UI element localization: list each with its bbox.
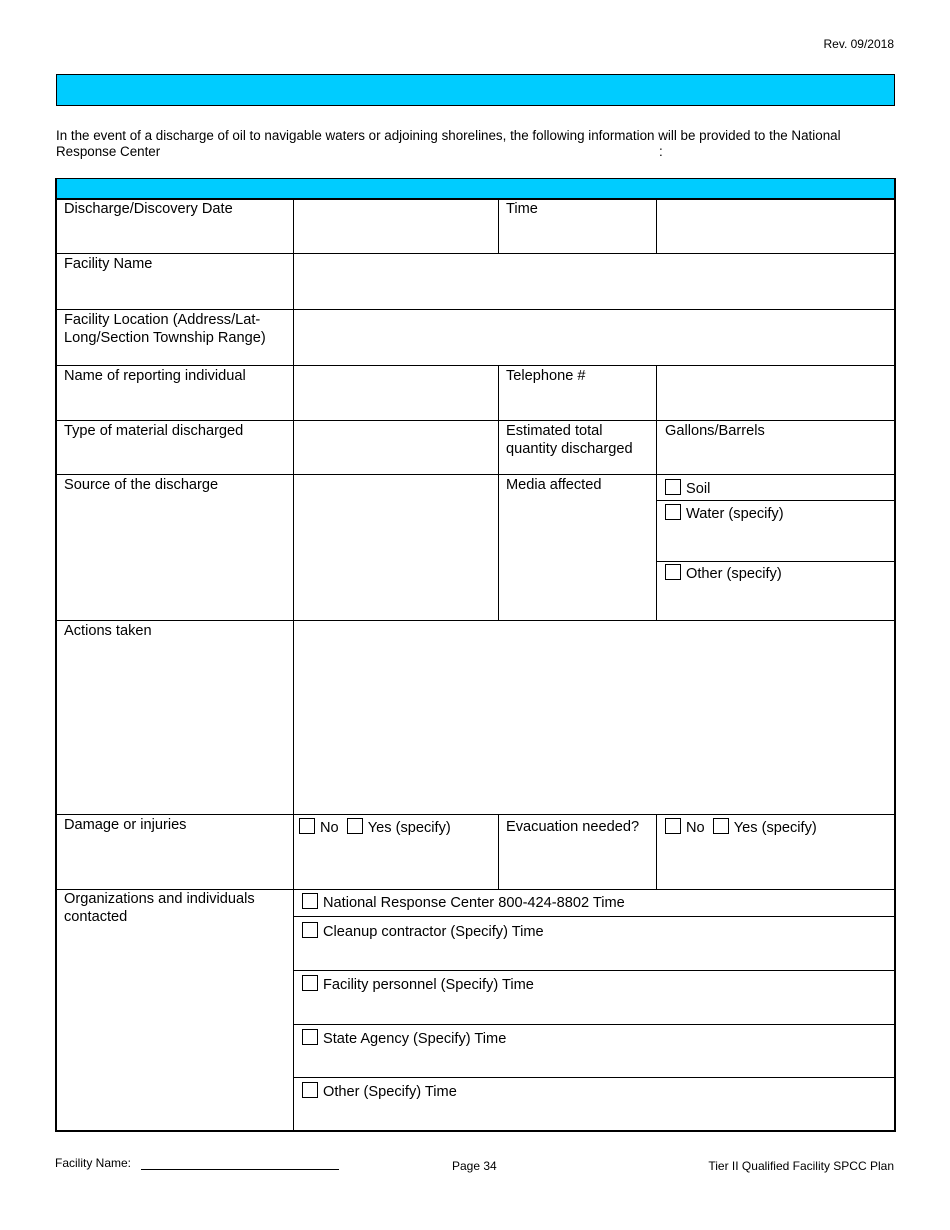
- footer-facility-name-label: Facility Name:: [55, 1156, 132, 1170]
- evacuation-label: Evacuation needed?: [506, 819, 640, 835]
- gallons-barrels-label: Gallons/Barrels: [665, 423, 765, 439]
- damage-no-label: No: [320, 820, 339, 836]
- intro-colon: :: [659, 144, 663, 159]
- other-contact-label: Other (Specify) Time: [323, 1084, 457, 1100]
- soil-label: Soil: [686, 481, 711, 497]
- time-field[interactable]: [658, 200, 893, 253]
- material-type-field[interactable]: [295, 422, 497, 474]
- intro-line-1: In the event of a discharge of oil to navigable waters or adjoining shorelines, the following information will be provided to the National: [56, 128, 841, 143]
- plan-title: Tier II Qualified Facility SPCC Plan: [708, 1159, 894, 1173]
- discharge-date-label: Discharge/Discovery Date: [64, 201, 233, 217]
- state-label: State Agency (Specify) Time: [323, 1031, 507, 1047]
- damage-label: Damage or injuries: [64, 817, 187, 833]
- damage-options: [299, 818, 451, 837]
- organizations-line-1: Organizations and individuals: [64, 891, 255, 907]
- source-label: Source of the discharge: [64, 477, 219, 493]
- contact-other[interactable]: [302, 1082, 457, 1101]
- cleanup-checkbox[interactable]: [302, 922, 318, 938]
- actions-taken-field[interactable]: [295, 622, 893, 813]
- estimated-quantity-label: [506, 422, 633, 458]
- telephone-field[interactable]: [658, 367, 893, 420]
- estimated-quantity-line-2: quantity discharged: [506, 441, 633, 457]
- personnel-checkbox[interactable]: [302, 975, 318, 991]
- actions-taken-label: Actions taken: [64, 623, 152, 639]
- evacuation-yes-label: Yes (specify): [733, 820, 817, 836]
- media-option-water[interactable]: [665, 504, 784, 523]
- facility-location-line-2: Long/Section Township Range): [64, 330, 266, 346]
- discharge-date-field[interactable]: [295, 200, 497, 253]
- evacuation-options: [665, 818, 817, 837]
- organizations-line-2: contacted: [64, 909, 128, 925]
- page-number: Page 34: [452, 1159, 497, 1173]
- other-contact-checkbox[interactable]: [302, 1082, 318, 1098]
- title-banner: [56, 74, 895, 106]
- intro-text: [56, 128, 896, 160]
- reporting-individual-field[interactable]: [295, 367, 497, 420]
- table-header-bar: [55, 178, 895, 199]
- evacuation-no-checkbox[interactable]: [665, 818, 681, 834]
- evacuation-no-label: No: [686, 820, 705, 836]
- source-field[interactable]: [295, 476, 497, 620]
- media-affected-label: Media affected: [506, 477, 602, 493]
- revision-label: Rev. 09/2018: [823, 37, 894, 51]
- nrc-checkbox[interactable]: [302, 893, 318, 909]
- facility-location-field[interactable]: [295, 311, 893, 365]
- media-option-soil[interactable]: [665, 479, 710, 498]
- damage-no-checkbox[interactable]: [299, 818, 315, 834]
- contact-personnel[interactable]: [302, 975, 534, 994]
- damage-yes-checkbox[interactable]: [347, 818, 363, 834]
- reporting-individual-label: Name of reporting individual: [64, 368, 246, 384]
- nrc-label: National Response Center 800-424-8802 Time: [323, 895, 625, 911]
- other-media-checkbox[interactable]: [665, 564, 681, 580]
- facility-location-label: [64, 311, 266, 347]
- organizations-label: [64, 890, 255, 926]
- media-option-other[interactable]: [665, 564, 782, 583]
- estimated-quantity-line-1: Estimated total: [506, 423, 603, 439]
- facility-name-field[interactable]: [295, 255, 893, 309]
- telephone-label: Telephone #: [506, 368, 586, 384]
- footer-facility-name-line[interactable]: [141, 1156, 339, 1170]
- material-type-label: Type of material discharged: [64, 423, 244, 439]
- water-label: Water (specify): [686, 506, 784, 522]
- personnel-label: Facility personnel (Specify) Time: [323, 977, 534, 993]
- damage-yes-label: Yes (specify): [367, 820, 451, 836]
- contact-state[interactable]: [302, 1029, 506, 1048]
- contact-cleanup[interactable]: [302, 922, 544, 941]
- intro-line-2: Response Center: [56, 144, 161, 159]
- time-label: Time: [506, 201, 538, 217]
- facility-location-line-1: Facility Location (Address/Lat-: [64, 312, 261, 328]
- soil-checkbox[interactable]: [665, 479, 681, 495]
- facility-name-label: Facility Name: [64, 256, 153, 272]
- contact-nrc[interactable]: [302, 893, 625, 912]
- evacuation-yes-checkbox[interactable]: [713, 818, 729, 834]
- other-media-label: Other (specify): [686, 566, 782, 582]
- state-checkbox[interactable]: [302, 1029, 318, 1045]
- cleanup-label: Cleanup contractor (Specify) Time: [323, 924, 544, 940]
- water-checkbox[interactable]: [665, 504, 681, 520]
